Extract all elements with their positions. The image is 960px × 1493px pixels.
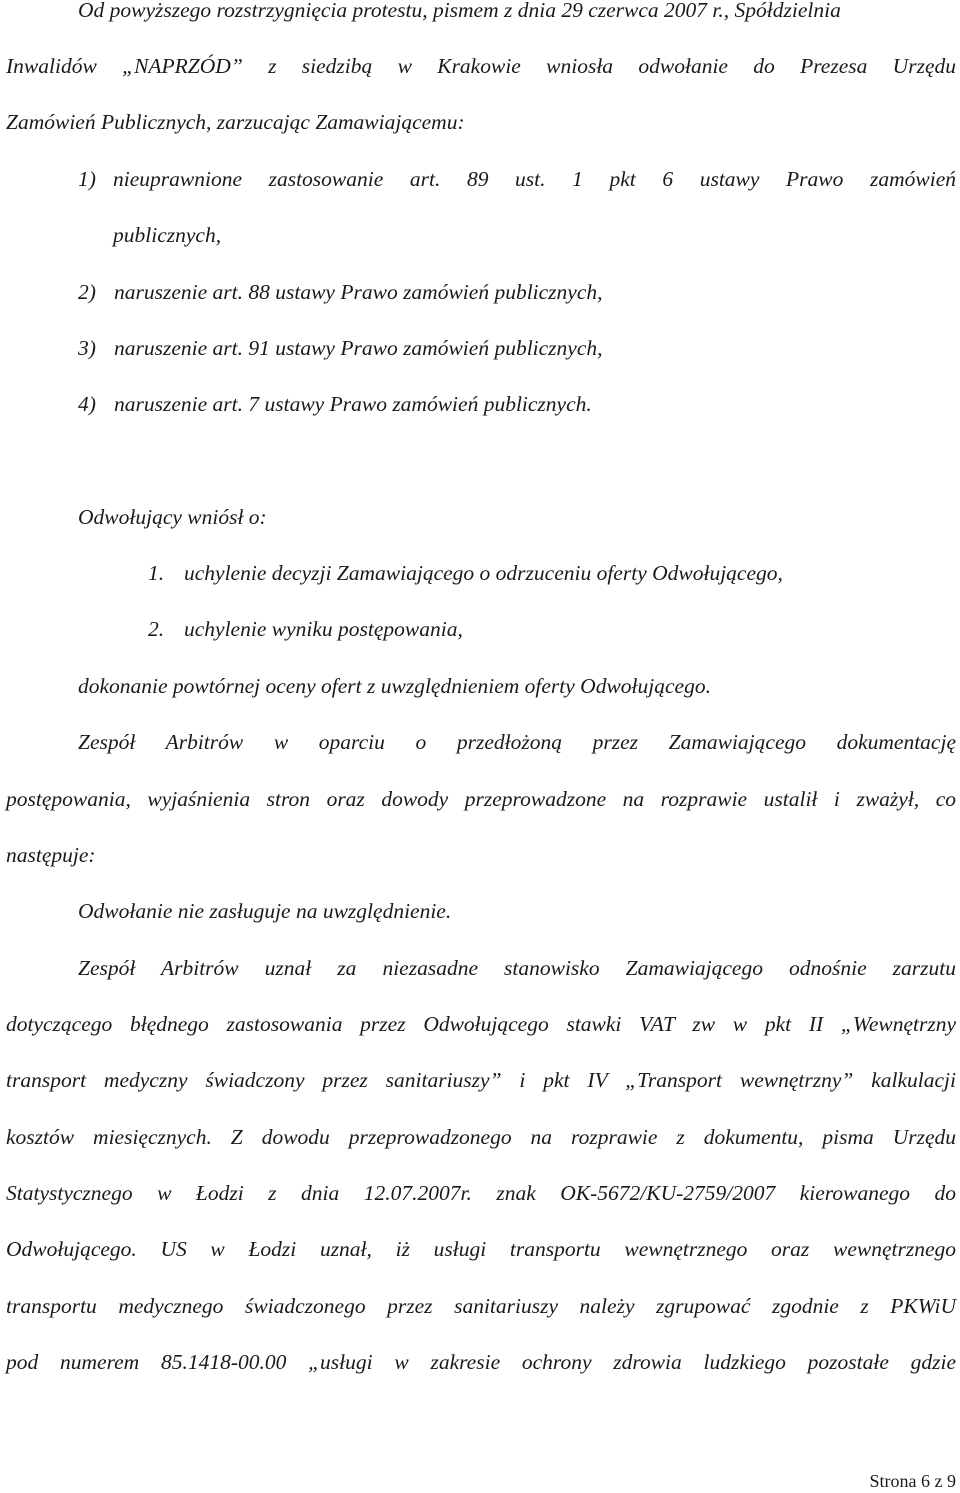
page-number: Strona 6 z 9 [869,1471,956,1491]
reasoning-line-6: Odwołującego. US w Łodzi uznał, iż usługi transportu wewnętrznego oraz wewnętrznego [6,1237,956,1261]
request-text: uchylenie wyniku postępowania, [184,617,463,641]
reasoning-line-1: Zespół Arbitrów uznał za niezasadne stanowisko Zamawiającego odnośnie zarzutu [78,956,956,980]
charge-number: 4) [78,392,96,416]
requests-tail: dokonanie powtórnej oceny ofert z uwzględnieniem oferty Odwołującego. [78,674,711,698]
charge-text: nieuprawnione zastosowanie art. 89 ust. 1 pkt 6 ustawy Prawo zamówień [113,167,956,191]
charge-text: naruszenie art. 88 ustawy Prawo zamówień publicznych, [114,280,603,304]
intro-line-2: Inwalidów „NAPRZÓD” z siedzibą w Krakowie wniosła odwołanie do Prezesa Urzędu [6,54,956,78]
requests-heading: Odwołujący wniósł o: [78,505,267,529]
request-item-1 [148,559,783,587]
charge-number: 2) [78,280,96,304]
charge-item-4 [78,390,592,418]
charge-text: naruszenie art. 7 ustawy Prawo zamówień publicznych. [114,392,592,416]
findings-line-1: Zespół Arbitrów w oparciu o przedłożoną przez Zamawiającego dokumentację [78,730,956,754]
request-text: uchylenie decyzji Zamawiającego o odrzuceniu oferty Odwołującego, [184,561,783,585]
charge-item-1 [78,165,956,193]
intro-line-1: Od powyższego rozstrzygnięcia protestu, pismem z dnia 29 czerwca 2007 r., Spółdzielnia [78,0,841,22]
reasoning-line-3: transport medyczny świadczony przez sanitariuszy” i pkt IV „Transport wewnętrzny” kalkulacji [6,1068,956,1092]
charge-item-1-continuation: publicznych, [113,223,222,247]
findings-line-2: postępowania, wyjaśnienia stron oraz dowody przeprowadzone na rozprawie ustalił i zważył, co [6,787,956,811]
request-item-2 [148,615,463,643]
request-number: 2. [148,617,165,641]
charge-number: 3) [78,336,96,360]
reasoning-line-2: dotyczącego błędnego zastosowania przez Odwołującego stawki VAT zw w pkt II „Wewnętrzny [6,1012,956,1036]
findings-line-3: następuje: [6,843,96,867]
request-number: 1. [148,561,165,585]
verdict: Odwołanie nie zasługuje na uwzględnienie. [78,899,452,923]
reasoning-line-5: Statystycznego w Łodzi z dnia 12.07.2007r. znak OK-5672/KU-2759/2007 kierowanego do [6,1181,956,1205]
charge-item-2 [78,278,603,306]
charge-text: naruszenie art. 91 ustawy Prawo zamówień publicznych, [114,336,603,360]
reasoning-line-7: transportu medycznego świadczonego przez sanitariuszy należy zgrupować zgodnie z PKWiU [6,1294,956,1318]
reasoning-line-4: kosztów miesięcznych. Z dowodu przeprowadzonego na rozprawie z dokumentu, pisma Urzędu [6,1125,956,1149]
reasoning-line-8: pod numerem 85.1418-00.00 „usługi w zakresie ochrony zdrowia ludzkiego pozostałe gdzie [6,1350,956,1374]
charge-item-3 [78,334,603,362]
charge-number: 1) [78,167,96,191]
intro-line-3: Zamówień Publicznych, zarzucając Zamawiającemu: [6,110,465,134]
